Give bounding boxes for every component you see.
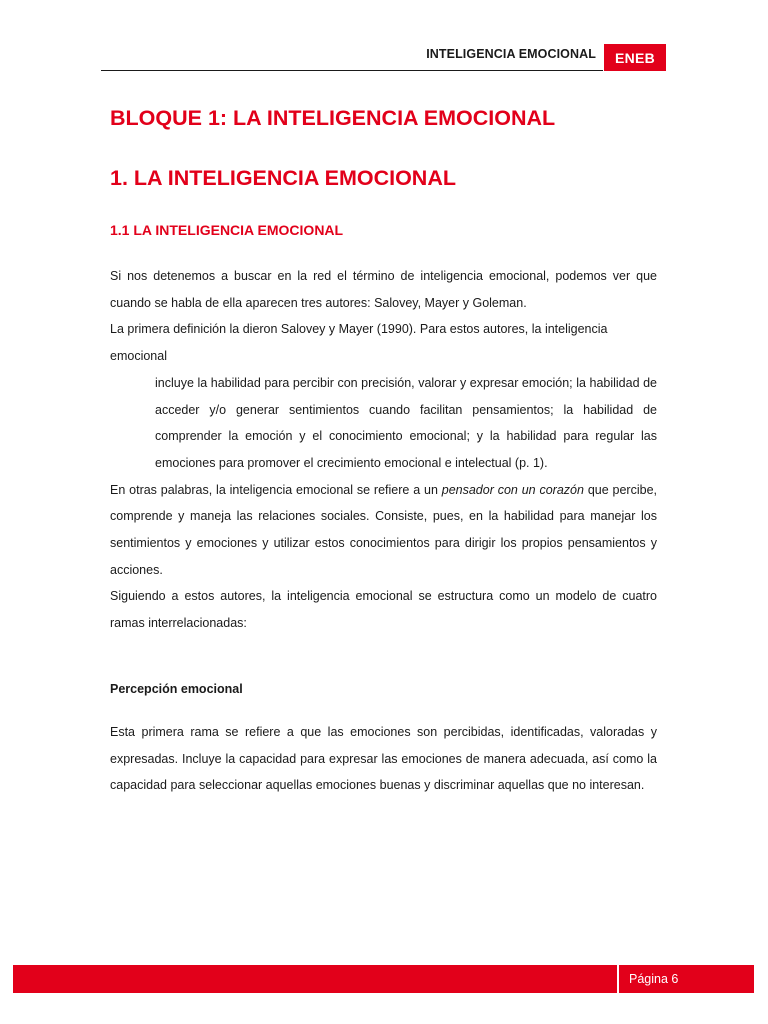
- paragraph-definition: La primera definición la dieron Salovey y Mayer (1990). Para estos autores, la inteligencia emocional: [110, 322, 608, 364]
- body-text: [110, 263, 657, 637]
- p3-text-after: que percibe, comprende y maneja las relaciones sociales. Consiste, pues, en la habilidad para manejar los sentimientos y emociones y utilizar estos conocimientos para dirigir los propios pensamientos y acciones.: [110, 482, 657, 577]
- percepcion-body: [110, 719, 657, 799]
- p3-text-before: En otras palabras, la inteligencia emocional se refiere a un: [110, 482, 442, 497]
- block-title: BLOQUE 1: LA INTELIGENCIA EMOCIONAL: [110, 106, 556, 130]
- eneb-logo-badge: ENEB: [604, 44, 666, 71]
- paragraph-four-branches: Siguiendo a estos autores, la inteligencia emocional se estructura como un modelo de cuatro ramas interrelacionadas:: [110, 589, 657, 631]
- footer-bar: [13, 965, 617, 993]
- paragraph-intro: Si nos detenemos a buscar en la red el término de inteligencia emocional, podemos ver que cuando se habla de ella aparecen tres autores: Salovey, Mayer y Goleman.: [110, 269, 657, 310]
- paragraph-percepcion: Esta primera rama se refiere a que las emociones son percibidas, identificadas, valoradas y expresadas. Incluye la capacidad para expresar las emociones de manera adecuada, así como la capacidad para seleccionar aquellas emociones buenas y discriminar aquellas que no interesan.: [110, 725, 657, 793]
- block-quote: incluye la habilidad para percibir con precisión, valorar y expresar emoción; la habilidad de acceder y/o generar sentimientos cuando facilitan pensamientos; la habilidad de comprender la emoción y el conocimiento emocional; y la habilidad para regular las emociones para promover el crecimiento emocional e intelectual (p. 1).: [155, 375, 657, 470]
- section-title: 1. LA INTELIGENCIA EMOCIONAL: [110, 166, 456, 190]
- p3-italic-phrase: pensador con un corazón: [441, 482, 584, 497]
- header-divider: [101, 70, 603, 71]
- percepcion-heading: Percepción emocional: [110, 682, 243, 696]
- subsection-title: 1.1 LA INTELIGENCIA EMOCIONAL: [110, 222, 344, 238]
- running-header-title: INTELIGENCIA EMOCIONAL: [426, 47, 596, 61]
- paragraph-other-words: [110, 477, 657, 584]
- page-number: Página 6: [619, 965, 754, 993]
